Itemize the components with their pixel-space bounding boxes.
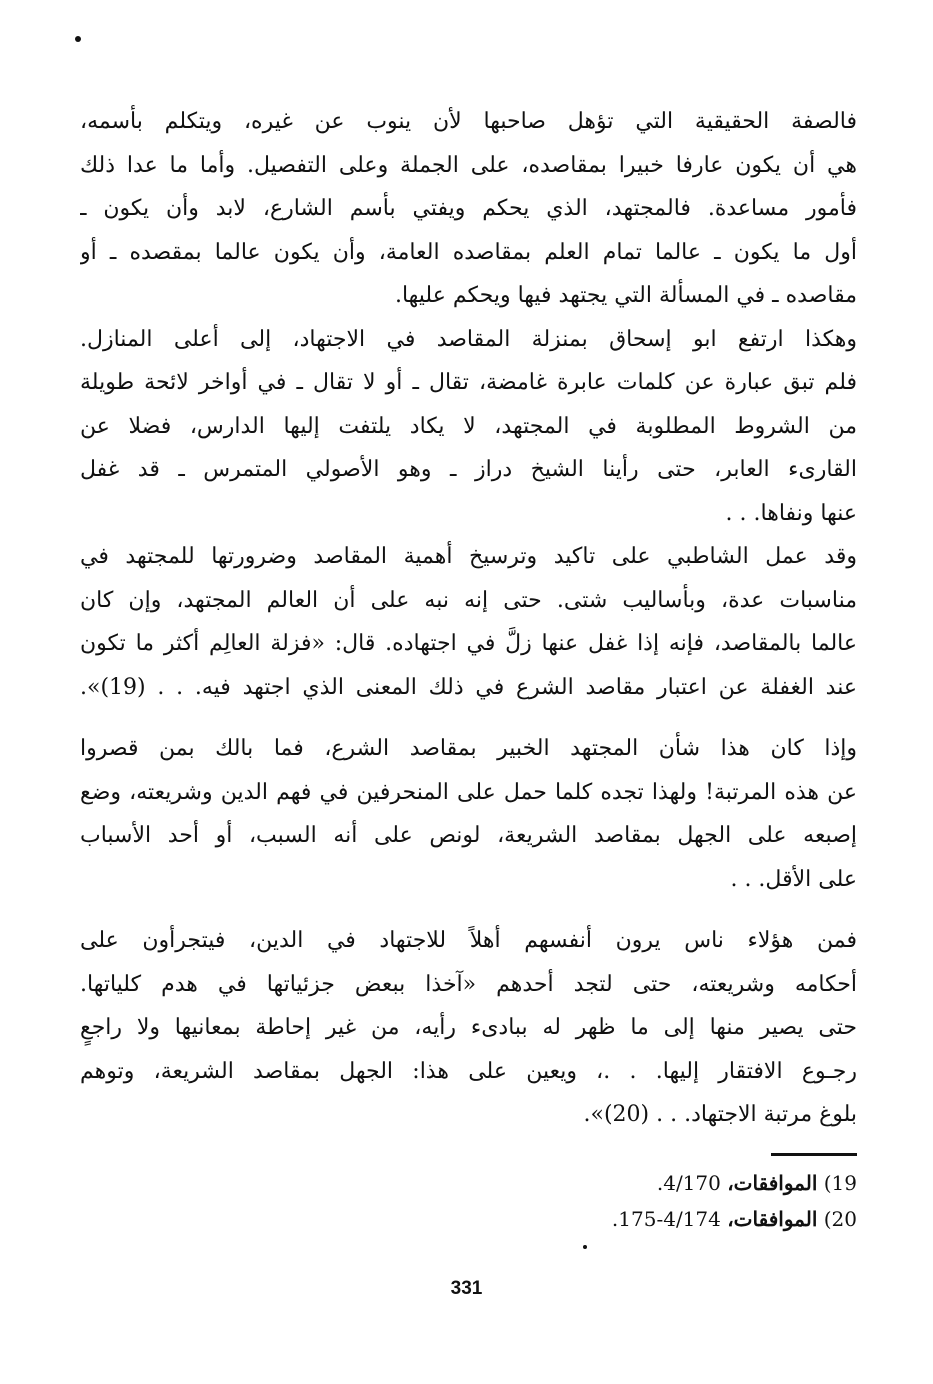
footnote-19 xyxy=(80,1165,857,1201)
text-line: على الأقل. . . xyxy=(730,866,857,892)
text-line: مقاصده ـ في المسألة التي يجتهد فيها ويحكم عليها. xyxy=(394,283,857,308)
text-line: أحكامه وشريعته، حتى لتجد أحدهم «آخذا ببعض جزئياتها في هدم كلياتها. xyxy=(80,971,857,997)
text-line: من الشروط المطلوبة في المجتهد، لا يكاد يلتفت إليها الدارس، فضلا عن xyxy=(80,413,857,439)
text-line: هي أن يكون عارفا خبيرا بمقاصده، على الجملة وعلى التفصيل. وأما ما عدا ذلك xyxy=(80,152,857,178)
stray-dot-mark xyxy=(75,36,81,42)
text-line: فالصفة الحقيقية التي تؤهل صاحبها لأن ينوب عن غيره، ويتكلم بأسمه، xyxy=(80,109,857,134)
text-line: حتى يصير منها إلى ما ظهر له ببادىء رأيه، من غير إحاطة بمعانيها ولا راجعٍ xyxy=(80,1015,857,1040)
text-line: عنها ونفاها. . . xyxy=(725,500,857,526)
footnote-number: 19) xyxy=(823,1171,857,1195)
paragraph-5 xyxy=(80,919,857,1137)
text-line: وإذا كان هذا شأن المجتهد الخبير بمقاصد الشرع، فما بالك بمن قصروا xyxy=(80,736,857,761)
footnote-separator xyxy=(771,1153,857,1156)
text-line: بلوغ مرتبة الاجتهاد. . . (20)». xyxy=(583,1102,857,1127)
footnote-source: الموافقات، xyxy=(727,1207,818,1231)
text-line: عالما بالمقاصد، فإنه إذا غفل عنها زلَّ في اجتهاده. قال: «فزلة العالِم أكثر ما تكون xyxy=(80,631,857,656)
text-line: فأمور مساعدة. فالمجتهد، الذي يحكم ويفتي بأسم الشارع، لابد وأن يكون ـ xyxy=(80,196,857,221)
footnote-reference: 4/170. xyxy=(656,1171,721,1195)
paragraph-4 xyxy=(80,727,857,901)
text-line: عند الغفلة عن اعتبار مقاصد الشرع في ذلك المعنى الذي اجتهد فيه. . . (19)». xyxy=(80,674,857,700)
paragraph-1 xyxy=(80,100,857,318)
paragraph-3 xyxy=(80,535,857,709)
paragraph-2 xyxy=(80,318,857,536)
footnote-reference: 4/174-175. xyxy=(611,1207,721,1231)
footnote-20 xyxy=(80,1201,857,1237)
text-line: وهكذا ارتفع ابو إسحاق بمنزلة المقاصد في الاجتهاد، إلى أعلى المنازل. xyxy=(80,326,857,352)
text-line: فمن هؤلاء ناس يرون أنفسهم أهلاً للاجتهاد في الدين، فيتجرأون على xyxy=(80,928,857,953)
main-text xyxy=(80,100,857,1137)
page-number: 331 xyxy=(450,1278,483,1299)
footnote-number: 20) xyxy=(823,1207,857,1231)
text-line: أول ما يكون ـ عالما تمام العلم بمقاصده العامة، وأن يكون عالما بمقصده ـ أو xyxy=(80,239,857,265)
text-line: إصبعه على الجهل بمقاصد الشريعة، لونص على أنه السبب، أو أحد الأسباب xyxy=(80,823,857,848)
stray-dot-mark xyxy=(583,1245,587,1249)
text-line: رجـوع الافتقار إليها. . .، ويعين على هذا: الجهل بمقاصد الشريعة، وتوهم xyxy=(80,1058,857,1084)
text-line: فلم تبق عبارة عن كلمات عابرة غامضة، تقال ـ أو لا تقال ـ في أواخر لائحة طويلة xyxy=(80,370,857,395)
text-line: وقد عمل الشاطبي على تاكيد وترسيخ أهمية المقاصد وضرورتها للمجتهد في xyxy=(80,544,857,569)
text-line: عن هذه المرتبة! ولهذا تجده كلما حمل على المنحرفين في فهم الدين وشريعته، وضع xyxy=(80,779,857,805)
footnote-source: الموافقات، xyxy=(727,1171,818,1195)
footnotes xyxy=(80,1165,857,1237)
text-line: القارىء العابر، حتى رأينا الشيخ دراز ـ وهو الأصولي المتمرس ـ قد غفل xyxy=(80,457,857,482)
text-line: مناسبات عدة، وبأساليب شتى. حتى إنه نبه على أن العالم المجتهد، وإن كان xyxy=(80,587,857,613)
